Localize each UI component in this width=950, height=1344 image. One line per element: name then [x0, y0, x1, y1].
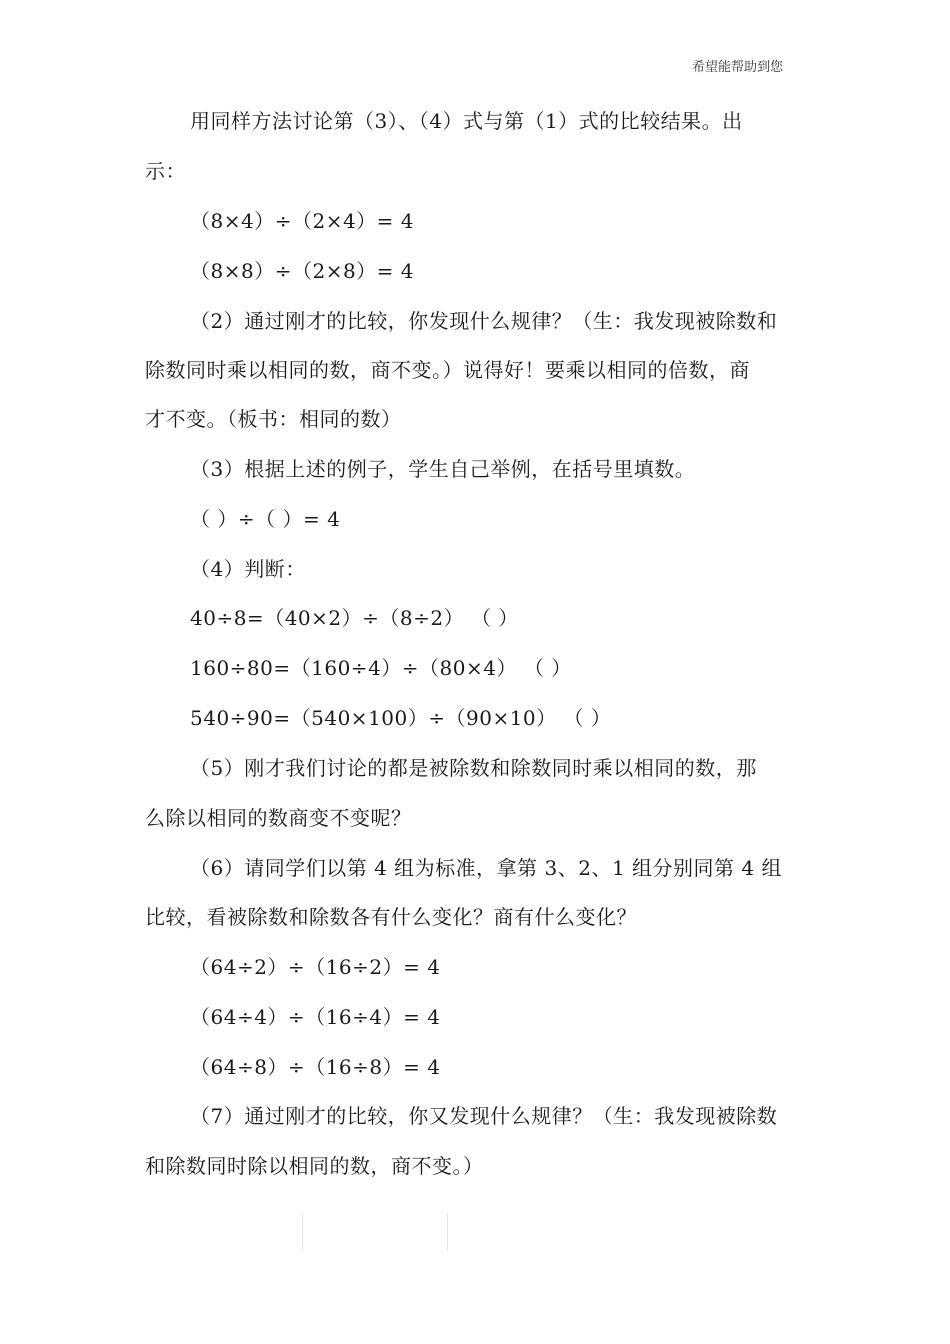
paragraph-line: （5）刚才我们讨论的都是被除数和除数同时乘以相同的数，那 [190, 756, 757, 780]
paragraph-line: （7）通过刚才的比较，你又发现什么规律？（生：我发现被除数 [190, 1104, 778, 1128]
equation-line: （64÷4）÷（16÷4）= 4 [190, 1005, 441, 1029]
equation-line: （64÷2）÷（16÷2）= 4 [190, 955, 441, 979]
paragraph-line: 除数同时乘以相同的数，商不变。）说得好！要乘以相同的倍数，商 [145, 358, 750, 382]
header-note: 希望能帮助到您 [692, 60, 784, 75]
paragraph-line: （2）通过刚才的比较，你发现什么规律？（生：我发现被除数和 [190, 309, 778, 333]
footer-divider [302, 1214, 448, 1250]
paragraph-line: （3）根据上述的例子，学生自己举例，在括号里填数。 [190, 457, 696, 481]
paragraph-line: 和除数同时除以相同的数，商不变。） [145, 1154, 484, 1178]
paragraph-line: 么除以相同的数商变不变呢？ [145, 806, 412, 830]
judgment-item: 540÷90=（540×100）÷（90×10） （ ） [190, 706, 612, 730]
paragraph-line: 示： [145, 159, 186, 183]
judgment-item: 160÷80=（160÷4）÷（80×4） （ ） [190, 656, 572, 680]
paragraph-line: 比较，看被除数和除数各有什么变化？商有什么变化？ [145, 905, 637, 929]
paragraph-line: 用同样方法讨论第（3）、（4）式与第（1）式的比较结果。出 [190, 109, 743, 133]
equation-line: （8×4）÷（2×4）= 4 [190, 209, 415, 233]
equation-line: （64÷8）÷（16÷8）= 4 [190, 1055, 441, 1079]
equation-line: （8×8）÷（2×8）= 4 [190, 259, 415, 283]
paragraph-line: （4）判断： [190, 557, 306, 581]
paragraph-line: 才不变。（板书：相同的数） [145, 407, 402, 431]
paragraph-line: （6）请同学们以第 4 组为标准，拿第 3、2、1 组分别同第 4 组 [190, 856, 782, 880]
judgment-item: 40÷8=（40×2）÷（8÷2） （ ） [190, 606, 519, 630]
equation-line: （ ）÷（ ）= 4 [190, 507, 341, 531]
